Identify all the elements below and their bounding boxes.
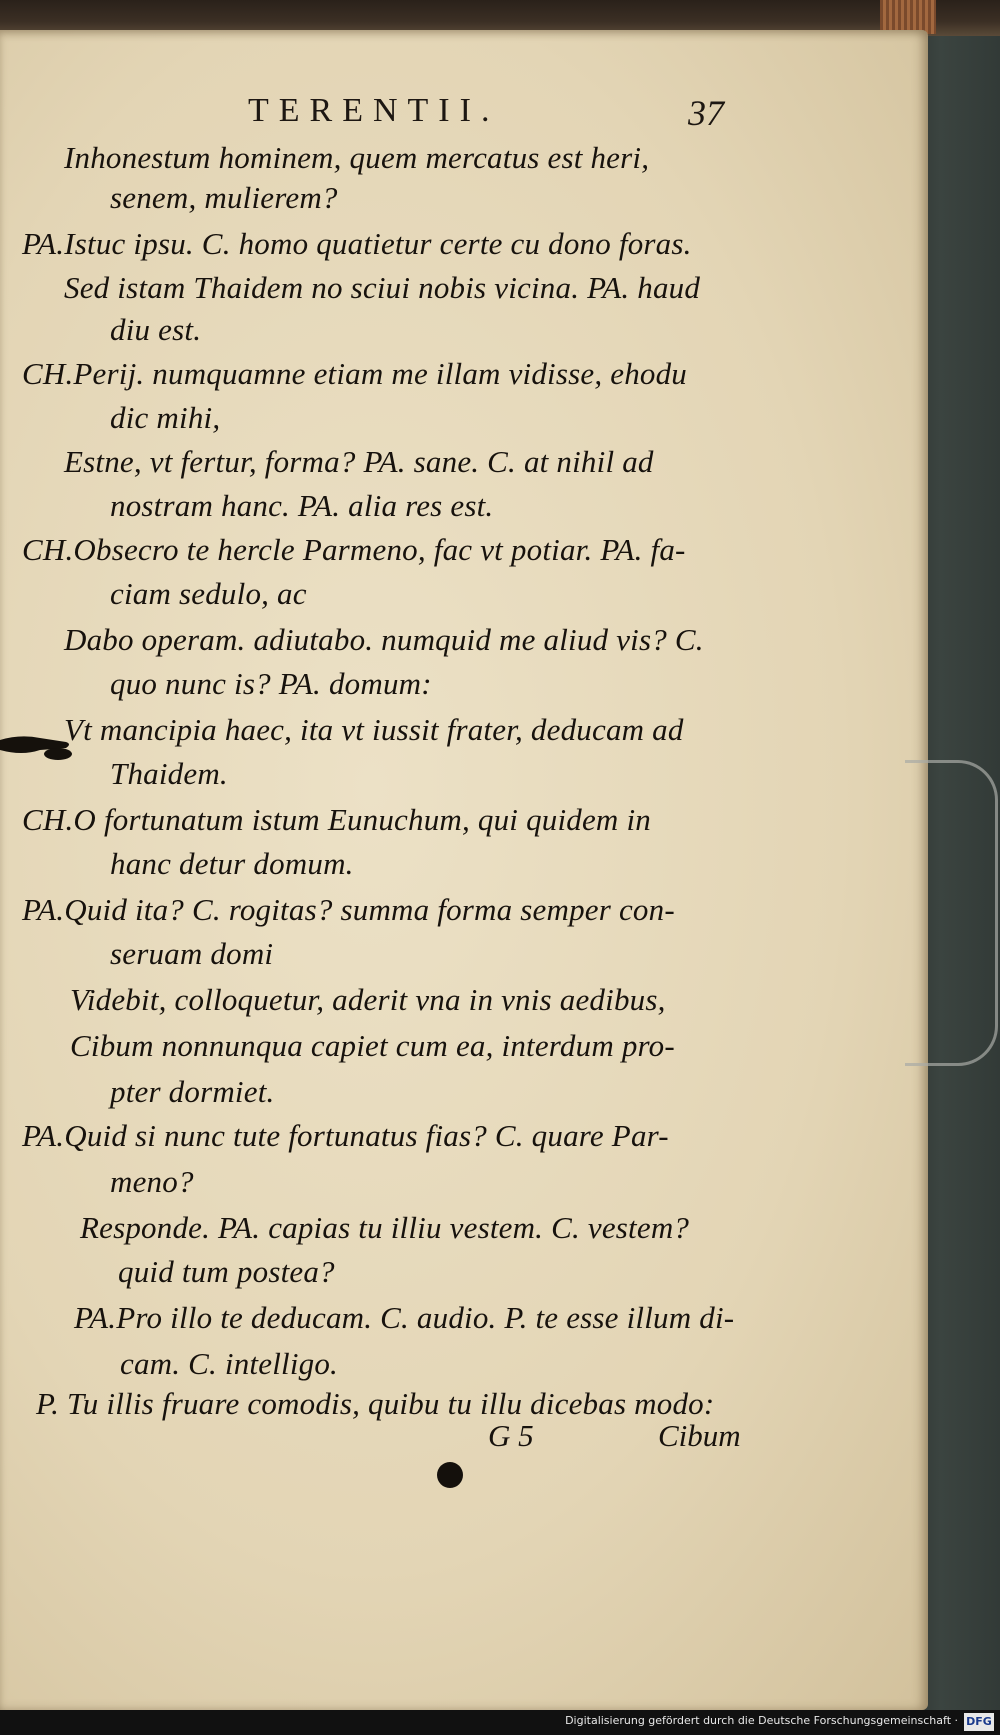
footer-credit: Digitalisierung gefördert durch die Deutsche Forschungsgemeinschaft ·: [565, 1714, 958, 1727]
text-line: PA.Istuc ipsu. C. homo quatietur certe cu dono foras.: [22, 226, 692, 261]
text-line: pter dormiet.: [110, 1074, 275, 1109]
text-line: dic mihi,: [110, 400, 221, 435]
text-line: Estne, vt fertur, forma? PA. sane. C. at nihil ad: [64, 444, 654, 479]
text-line: Dabo operam. adiutabo. numquid me aliud vis? C.: [64, 622, 704, 657]
catchword: Cibum: [658, 1418, 741, 1453]
text-line: PA.Quid si nunc tute fortunatus fias? C. quare Par-: [22, 1118, 669, 1153]
book-spine: [880, 0, 936, 34]
page-clip: [905, 760, 998, 1066]
text-line: PA.Quid ita? C. rogitas? summa forma semper con-: [22, 892, 675, 927]
running-title: TERENTII.: [248, 92, 500, 129]
text-line: Thaidem.: [110, 756, 228, 791]
dfg-logo: DFG: [964, 1713, 994, 1731]
text-line: Videbit, colloquetur, aderit vna in vnis aedibus,: [70, 982, 666, 1017]
text-line: Sed istam Thaidem no sciui nobis vicina. PA. haud: [64, 270, 701, 305]
text-line: CH.Perij. numquamne etiam me illam vidisse, ehodu: [22, 356, 688, 391]
text-line: senem, mulierem?: [110, 180, 338, 215]
text-line: CH.Obsecro te hercle Parmeno, fac vt potiar. PA. fa-: [22, 532, 686, 567]
text-line: Responde. PA. capias tu illiu vestem. C. vestem?: [80, 1210, 690, 1245]
text-line: quo nunc is? PA. domum:: [110, 666, 432, 701]
text-line: ciam sedulo, ac: [110, 576, 307, 611]
ink-blot: [437, 1462, 463, 1488]
text-line: CH.O fortunatum istum Eunuchum, qui quidem in: [22, 802, 651, 837]
text-line: Inhonestum hominem, quem mercatus est heri,: [64, 140, 650, 175]
text-line: hanc detur domum.: [110, 846, 354, 881]
text-line: seruam domi: [110, 936, 274, 971]
manicule-icon: [0, 726, 80, 760]
text-line: nostram hanc. PA. alia res est.: [110, 488, 494, 523]
text-line: cam. C. intelligo.: [120, 1346, 338, 1381]
text-line: Vt mancipia haec, ita vt iussit frater, deducam ad: [64, 712, 684, 747]
page-number: 37: [688, 93, 724, 133]
text-line: P. Tu illis fruare comodis, quibu tu illu dicebas modo:: [36, 1386, 715, 1421]
text-line: PA.Pro illo te deducam. C. audio. P. te esse illum di-: [74, 1300, 735, 1335]
text-line: meno?: [110, 1164, 194, 1199]
text-line: diu est.: [110, 312, 202, 347]
text-line: quid tum postea?: [118, 1254, 335, 1289]
signature-mark: G 5: [488, 1418, 534, 1453]
text-line: Cibum nonnunqua capiet cum ea, interdum pro-: [70, 1028, 675, 1063]
